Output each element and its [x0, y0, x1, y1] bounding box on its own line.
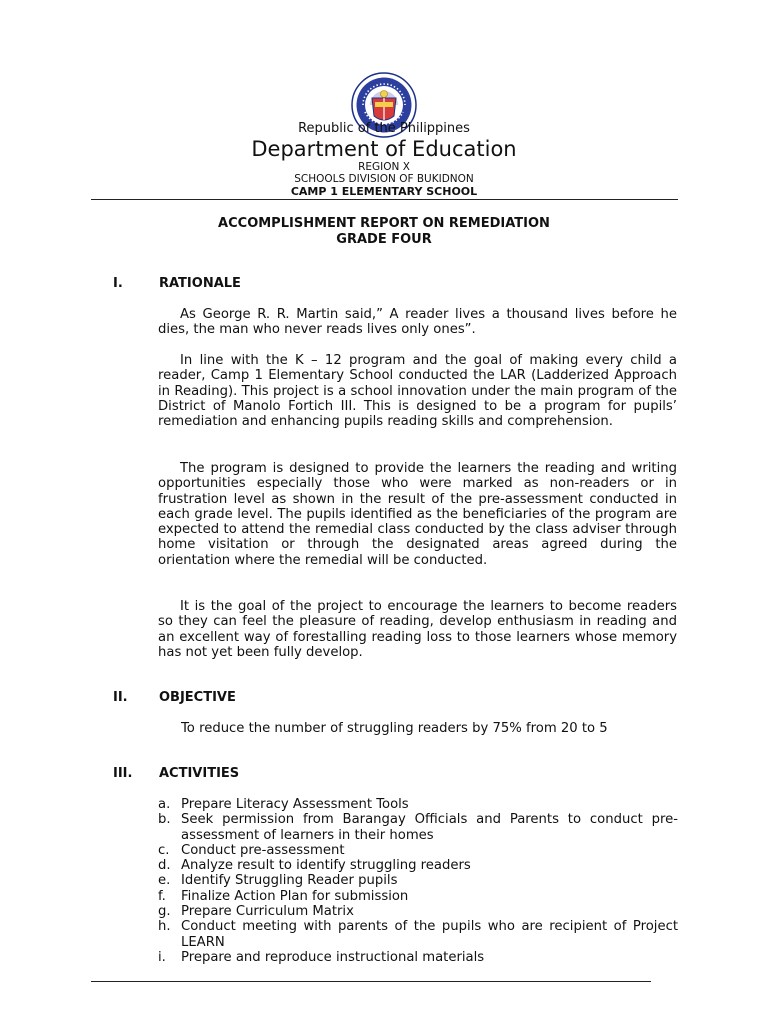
section-title-activities: ACTIVITIES — [159, 766, 240, 781]
section-number-activities: III. — [113, 766, 133, 781]
school-name: CAMP 1 ELEMENTARY SCHOOL — [290, 185, 478, 198]
region-label: REGION X — [358, 161, 410, 173]
list-item-letter: b. — [158, 812, 171, 828]
list-item — [158, 843, 678, 858]
list-item-letter: i. — [158, 949, 166, 965]
report-subtitle: GRADE FOUR — [336, 232, 432, 247]
list-item-text: Identify Struggling Reader pupils — [181, 873, 398, 889]
list-item-text: Prepare Curriculum Matrix — [181, 904, 354, 920]
rationale-paragraph: The program is designed to provide the learners the reading and writing opportunities especially those who were marked as non-readers or in frustration level as shown in the result of the pre-assessment conducted in each grade level. The pupils identified as the beneficiaries of the program are expected to attend the remedial class conducted by the class adviser through home visitation or through the designated areas agreed during the orientation where the remedial will be conducted. — [158, 461, 677, 568]
list-item — [158, 812, 678, 843]
country-label: Republic of the Philippines — [298, 121, 470, 136]
list-item-letter: h. — [158, 919, 171, 935]
report-title: ACCOMPLISHMENT REPORT ON REMEDIATION — [218, 216, 550, 231]
list-item-text: Conduct meeting with parents of the pupils who are recipient of Project LEARN — [181, 919, 678, 950]
list-item — [158, 919, 678, 950]
list-item-text: Seek permission from Barangay Officials and Parents to conduct pre-assessment of learners in their homes — [181, 812, 678, 843]
section-title-objective: OBJECTIVE — [159, 690, 236, 705]
footer-divider — [91, 981, 651, 982]
header-divider — [91, 199, 678, 200]
division-label: SCHOOLS DIVISION OF BUKIDNON — [294, 173, 474, 185]
list-item — [158, 889, 678, 904]
activities-list — [158, 797, 678, 965]
list-item-letter: e. — [158, 873, 171, 889]
rationale-paragraph: It is the goal of the project to encourage the learners to become readers so they can feel the pleasure of reading, develop enthusiasm in reading and an excellent way of forestalling reading loss to those learners whose memory has not yet been fully develop. — [158, 599, 677, 660]
rationale-paragraph: As George R. R. Martin said,” A reader lives a thousand lives before he dies, the man who never reads lives only ones”. — [158, 307, 677, 338]
list-item-text: Prepare Literacy Assessment Tools — [181, 797, 409, 812]
list-item-letter: d. — [158, 858, 171, 874]
list-item-letter: a. — [158, 797, 171, 812]
list-item-text: Analyze result to identify struggling readers — [181, 858, 471, 874]
list-item-text: Prepare and reproduce instructional materials — [181, 949, 485, 965]
list-item — [158, 873, 678, 888]
section-number-rationale: I. — [113, 276, 123, 291]
list-item-letter: c. — [158, 842, 170, 858]
list-item-text: Conduct pre-assessment — [181, 842, 345, 858]
section-number-objective: II. — [113, 690, 128, 705]
section-title-rationale: RATIONALE — [159, 276, 241, 291]
list-item — [158, 950, 678, 965]
objective-text: To reduce the number of struggling readers by 75% from 20 to 5 — [181, 721, 608, 736]
list-item — [158, 904, 678, 919]
list-item-text: Finalize Action Plan for submission — [181, 888, 409, 904]
list-item — [158, 858, 678, 873]
rationale-paragraph: In line with the K – 12 program and the goal of making every child a reader, Camp 1 Elementary School conducted the LAR (Ladderized Approach in Reading). This project is a school innovation under the main program of the District of Manolo Fortich III. This is designed to be a program for pupils’ remediation and enhancing pupils reading skills and comprehension. — [158, 353, 677, 430]
list-item-letter: g. — [158, 904, 171, 920]
list-item — [158, 797, 678, 812]
department-title: Department of Education — [251, 137, 517, 161]
list-item-letter: f. — [158, 888, 166, 904]
